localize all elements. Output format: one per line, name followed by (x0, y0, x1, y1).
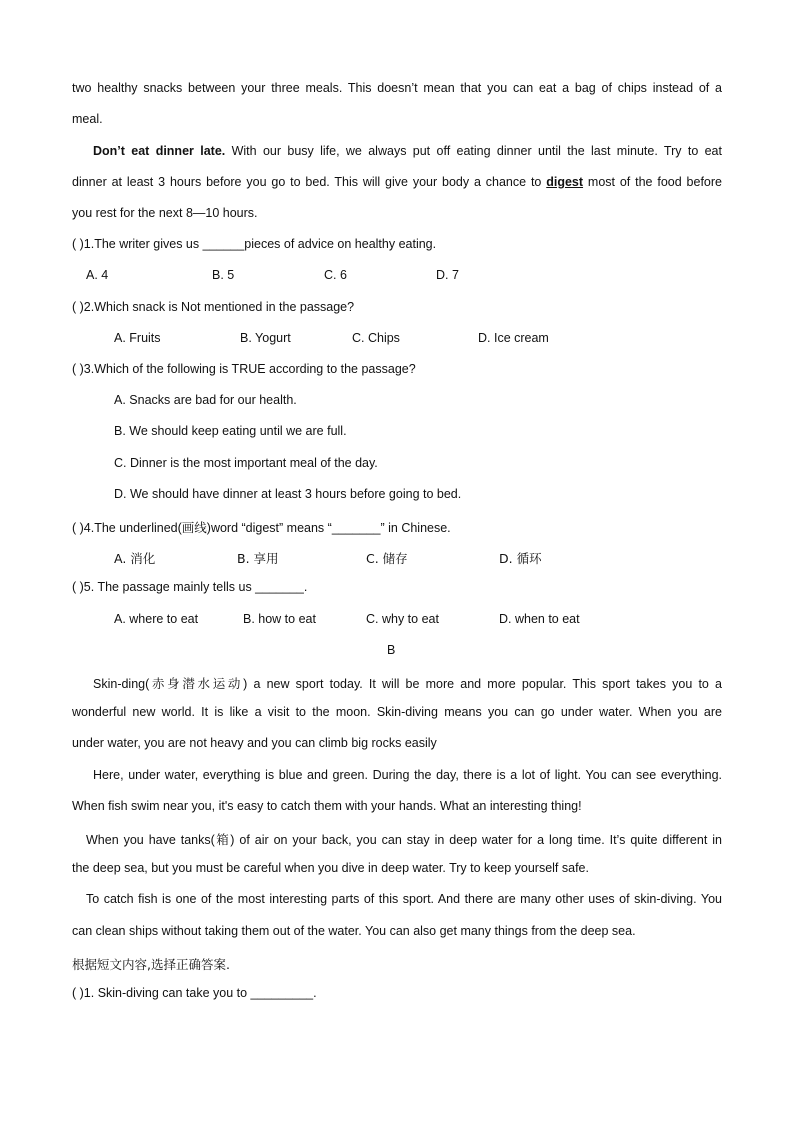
passage-line: When fish swim near you, it's easy to catch them with your hands. What an interesting thing! (72, 799, 582, 813)
question-stem: ( )5. The passage mainly tells us _______. (72, 580, 308, 594)
instruction-text: 根据短文内容,选择正确答案. (72, 957, 230, 972)
answer-option: D. when to eat (499, 612, 580, 626)
answer-option: A. Fruits (114, 331, 161, 345)
question-stem: ( )3.Which of the following is TRUE according to the passage? (72, 362, 416, 376)
underlined-word: digest (546, 175, 584, 189)
paragraph-heading: Don’t eat dinner late. (93, 144, 226, 158)
answer-option: C. Dinner is the most important meal of the day. (114, 456, 378, 470)
passage-text: most of the food before (587, 175, 722, 189)
answer-option: A. 4 (86, 268, 109, 282)
passage-line: meal. (72, 112, 103, 126)
answer-option: B. 5 (212, 268, 235, 282)
answer-option: C. 6 (324, 268, 347, 282)
passage-line: To catch fish is one of the most interesting parts of this sport. And there are many other uses of skin-diving. You (86, 892, 722, 906)
passage-line: can clean ships without taking them out of the water. You can also get many things from the deep sea. (72, 924, 636, 938)
passage-line: the deep sea, but you must be careful when you dive in deep water. Try to keep yourself safe. (72, 861, 589, 875)
answer-option: D. Ice cream (478, 331, 549, 345)
answer-option: B. 享用 (237, 551, 279, 566)
answer-option: B. Yogurt (240, 331, 291, 345)
passage-line: Here, under water, everything is blue and green. During the day, there is a lot of light. You can see everything. (93, 768, 722, 782)
question-stem: ( )1.The writer gives us ______pieces of advice on healthy eating. (72, 237, 437, 251)
answer-option: C. 储存 (366, 551, 408, 566)
section-title: B (387, 643, 396, 657)
answer-option: A. Snacks are bad for our health. (114, 393, 297, 407)
answer-option: A. where to eat (114, 612, 199, 626)
passage-text: With our busy life, we always put off eating dinner until the last minute. Try to eat (231, 144, 722, 158)
passage-line: When you have tanks(箱) of air on your back, you can stay in deep water for a long time. It’s quite different in (86, 833, 722, 847)
passage-line: Skin-ding(赤身潜水运动) a new sport today. It will be more and more popular. This sport takes you to a (93, 677, 722, 691)
answer-option: B. We should keep eating until we are full. (114, 424, 347, 438)
passage-line: two healthy snacks between your three meals. This doesn’t mean that you can eat a bag of chips instead of a (72, 81, 722, 95)
answer-option: D. We should have dinner at least 3 hours before going to bed. (114, 487, 462, 501)
answer-option: D. 7 (436, 268, 459, 282)
passage-line: under water, you are not heavy and you can climb big rocks easily (72, 736, 437, 750)
answer-option: C. Chips (352, 331, 400, 345)
answer-option: D. 循环 (499, 551, 542, 566)
answer-option: A. 消化 (114, 551, 156, 566)
passage-text: dinner at least 3 hours before you go to bed. This will give your body a chance to (72, 175, 542, 189)
question-stem: ( )2.Which snack is Not mentioned in the passage? (72, 300, 355, 314)
passage-line: wonderful new world. It is like a visit to the moon. Skin-diving means you can go under water. When you are (72, 705, 722, 719)
answer-option: C. why to eat (366, 612, 439, 626)
question-stem: ( )1. Skin-diving can take you to _________. (72, 986, 317, 1000)
answer-option: B. how to eat (243, 612, 316, 626)
question-stem: ( )4.The underlined(画线)word “digest” means “_______” in Chinese. (72, 521, 451, 535)
passage-paragraph-line (93, 144, 722, 158)
passage-line: you rest for the next 8—10 hours. (72, 206, 258, 220)
passage-line (72, 175, 722, 189)
